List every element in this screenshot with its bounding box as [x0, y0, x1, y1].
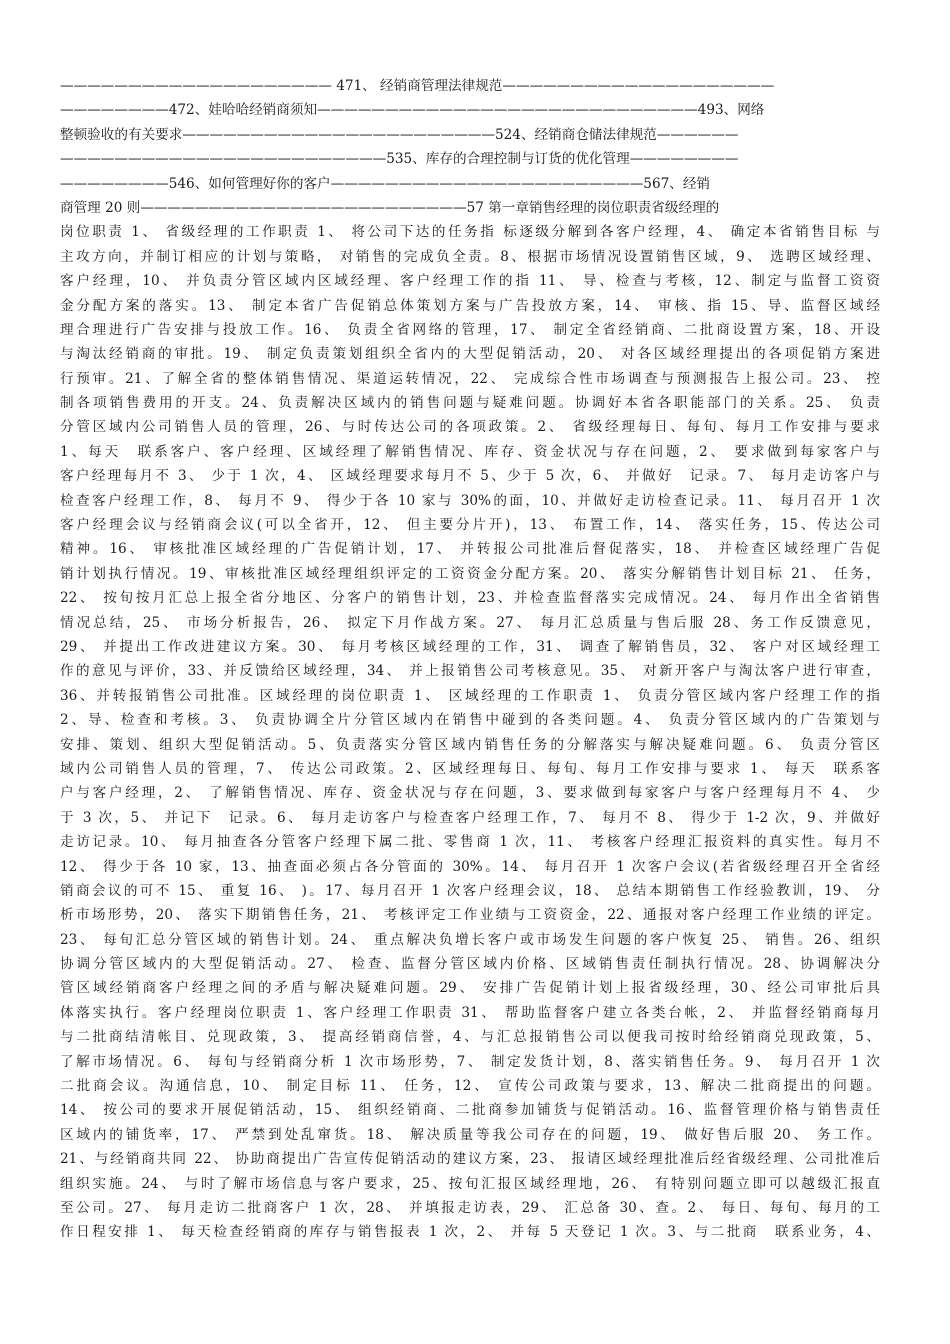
text-line: 金分配方案的落实。13、 制定本省广告促销总体策划方案与广告投放方案，14、 审核、指 15、导、监督区域经 — [60, 297, 880, 314]
text-line: 29、 并提出工作改进建议方案。30、 每月考核区域经理的工作，31、 调查了解销售员，32、 客户对区域经理工 — [60, 638, 880, 655]
text-line: 销商会议的可不 15、 重复 16、 )。17、每月召开 1 次客户经理会议，18、 总结本期销售工作经验教训，19、 分 — [60, 882, 880, 899]
text-line: 析市场形势，20、 落实下期销售任务，21、 考核评定工作业绩与工资资金，22、通报对客户经理工作业绩的评定。 — [60, 907, 880, 924]
text-line: ————————546、如何管理好你的客户———————————————————————567、经销 — [60, 175, 711, 192]
text-line: 至公司。27、 每月走访二批商客户 1 次，28、 并填报走访表，29、 汇总备 30、查。2、 每日、每旬、每月的工 — [60, 1199, 880, 1216]
text-line: ————————————————————————535、库存的合理控制与订货的优化管理———————— — [60, 151, 739, 168]
text-line: 作日程安排 1、 每天检查经销商的库存与销售报表 1 次，2、 并每 5 天登记 1 次。3、与二批商 联系业务，4、 — [60, 1224, 880, 1241]
text-line: 协调分管区域内的大型促销活动。27、 检查、监督分管区域内价格、区域销售责任制执行情况。28、协调解决分 — [60, 956, 880, 973]
text-line: 21、与经销商共同 22、 协助商提出广告宣传促销活动的建议方案，23、 报请区域经理批准后经省级经理、公司批准后 — [60, 1151, 880, 1168]
text-line: 精神。16、 审核批准区域经理的广告促销计划，17、 并转报公司批准后督促落实，18、 并检查区域经理广告促 — [60, 541, 880, 558]
text-line: 12、 得少于各 10 家，13、抽查面必须占各分管面的 30%。14、 每月召开 1 次客户会议(若省级经理召开全省经 — [60, 858, 880, 875]
text-line: 域内公司销售人员的管理，7、 传达公司政策。2、区域经理每日、每旬、每月工作安排与要求 1、 每天 联系客 — [60, 760, 880, 777]
text-line: 主攻方向，并制订相应的计划与策略， 对销售的完成负全责。8、根据市场情况设置销售区域，9、 选聘区域经理、 — [60, 248, 880, 265]
text-line: 36、并转报销售公司批准。区域经理的岗位职责 1、 区域经理的工作职责 1、 负责分管区域内客户经理工作的指 — [60, 687, 880, 704]
text-line: 整顿验收的有关要求———————————————————————524、经销商仓储法律规范—————— — [60, 126, 739, 143]
text-line: 与淘汰经销商的审批。19、 制定负责策划组织全省内的大型促销活动，20、 对各区域经理提出的各项促销方案进 — [60, 346, 880, 363]
text-line: 户与客户经理，2、 了解销售情况、库存、资金状况与存在问题，3、要求做到每家客户与客户经理每月不 4、 少 — [60, 785, 880, 802]
document-page — [60, 74, 880, 1245]
text-line: 客户经理每月不 3、 少于 1 次，4、 区域经理要求每月不 5、少于 5 次，6、 并做好 记录。7、 每月走访客户与 — [60, 468, 880, 485]
text-line: 14、 按公司的要求开展促销活动，15、 组织经销商、二批商参加铺货与促销活动。16、监督管理价格与销售责任 — [60, 1102, 880, 1119]
text-line: 安排、策划、组织大型促销活动。5、负责落实分管区域内销售任务的分解落实与解决疑难问题。6、 负责分管区 — [60, 736, 880, 753]
text-line: 与二批商结清帐目、兑现政策，3、 提高经销商信誉，4、与汇总报销售公司以便我司按时给经销商兑现政策，5、 — [60, 1029, 880, 1046]
text-line: 组织实施。24、 与时了解市场信息与客户要求，25、按旬汇报区域经理地，26、 有特别问题立即可以越级汇报直 — [60, 1175, 880, 1192]
text-line: 22、 按旬按月汇总上报全省分地区、分客户的销售计划，23、并检查监督落实完成情况。24、 每月作出全省销售 — [60, 590, 880, 607]
text-line: 于 3 次，5、 并记下 记录。6、 每月走访客户与检查客户经理工作，7、 每月不 8、 得少于 1-2 次，9、并做好 — [60, 809, 880, 826]
text-line: 制各项销售费用的开支。24、负责解决区域内的销售问题与疑难问题。协调好本省各职能部门的关系。25、 负责 — [60, 395, 880, 412]
text-line: 区域内的铺货率，17、 严禁到处乱窜货。18、 解决质量等我公司存在的问题，19、 做好售后服 20、 务工作。 — [60, 1126, 880, 1143]
text-line: 作的意见与评价，33、并反馈给区域经理，34、 并上报销售公司考核意见。35、 对新开客户与淘汰客户进行审查， — [60, 663, 880, 680]
text-line: 检查客户经理工作，8、 每月不 9、 得少于各 10 家与 30%的面，10、并做好走访检查记录。11、 每月召开 1 次 — [60, 492, 880, 509]
text-line: ———————————————————— 471、 经销商管理法律规范———————————————————— — [60, 78, 775, 94]
text-line: 体落实执行。客户经理岗位职责 1、客户经理工作职责 31、 帮助监督客户建立各类台帐，2、 并监督经销商每月 — [60, 1004, 880, 1021]
text-line: ————————472、娃哈哈经销商须知————————————————————————————493、网络 — [60, 102, 765, 119]
text-line: 2、导、检查和考核。3、 负责协调全片分管区域内在销售中碰到的各类问题。4、 负责分管区域内的广告策划与 — [60, 712, 880, 729]
text-line: 23、 每旬汇总分管区域的销售计划。24、 重点解决负增长客户或市场发生问题的客户恢复 25、 销售。26、组织 — [60, 931, 880, 948]
text-line: 分管区域内公司销售人员的管理，26、与时传达公司的各项政策。2、 省级经理每日、每旬、每月工作安排与要求 — [60, 419, 880, 436]
text-line: 二批商会议。沟通信息，10、 制定目标 11、 任务，12、 宣传公司政策与要求，13、解决二批商提出的问题。 — [60, 1078, 880, 1095]
text-line: 理合理进行广告安排与投放工作。16、 负责全省网络的管理，17、 制定全省经销商、二批商设置方案，18、开设 — [60, 321, 880, 338]
text-line: 岗位职责 1、 省级经理的工作职责 1、 将公司下达的任务指 标逐级分解到各客户经理，4、 确定本省销售目标 与 — [60, 224, 880, 241]
text-line: 走访记录。10、 每月抽查各分管客户经理下属二批、零售商 1 次，11、 考核客户经理汇报资料的真实性。每月不 — [60, 834, 880, 851]
text-line: 客户经理会议与经销商会议(可以全省开，12、 但主要分片开)，13、 布置工作，14、 落实任务，15、传达公司 — [60, 517, 880, 534]
text-line: 销计划执行情况。19、审核批准区域经理组织评定的工资资金分配方案。20、 落实分解销售计划目标 21、 任务， — [60, 565, 880, 582]
text-line: 行预审。21、了解全省的整体销售情况、渠道运转情况，22、 完成综合性市场调查与预测报告上报公司。23、 控 — [60, 370, 880, 387]
text-line: 1、每天 联系客户、客户经理、区域经理了解销售情况、库存、资金状况与存在问题，2、 要求做到每家客户与 — [60, 443, 880, 460]
text-line: 商管理 20 则————————————————————————57 第一章销售经理的岗位职责省级经理的 — [60, 199, 720, 216]
text-line: 管区域经销商客户经理之间的矛盾与解决疑难问题。29、 安排广告促销计划上报省级经理，30、经公司审批后具 — [60, 980, 880, 997]
text-line: 了解市场情况。6、 每旬与经销商分析 1 次市场形势，7、 制定发货计划，8、落实销售任务。9、 每月召开 1 次 — [60, 1053, 880, 1070]
text-line: 情况总结，25、 市场分析报告，26、 拟定下月作战方案。27、 每月汇总质量与售后服 28、务工作反馈意见， — [60, 614, 880, 631]
text-line: 客户经理，10、 并负责分管区域内区域经理、客户经理工作的指 11、 导、检查与考核，12、制定与监督工资资 — [60, 273, 880, 290]
